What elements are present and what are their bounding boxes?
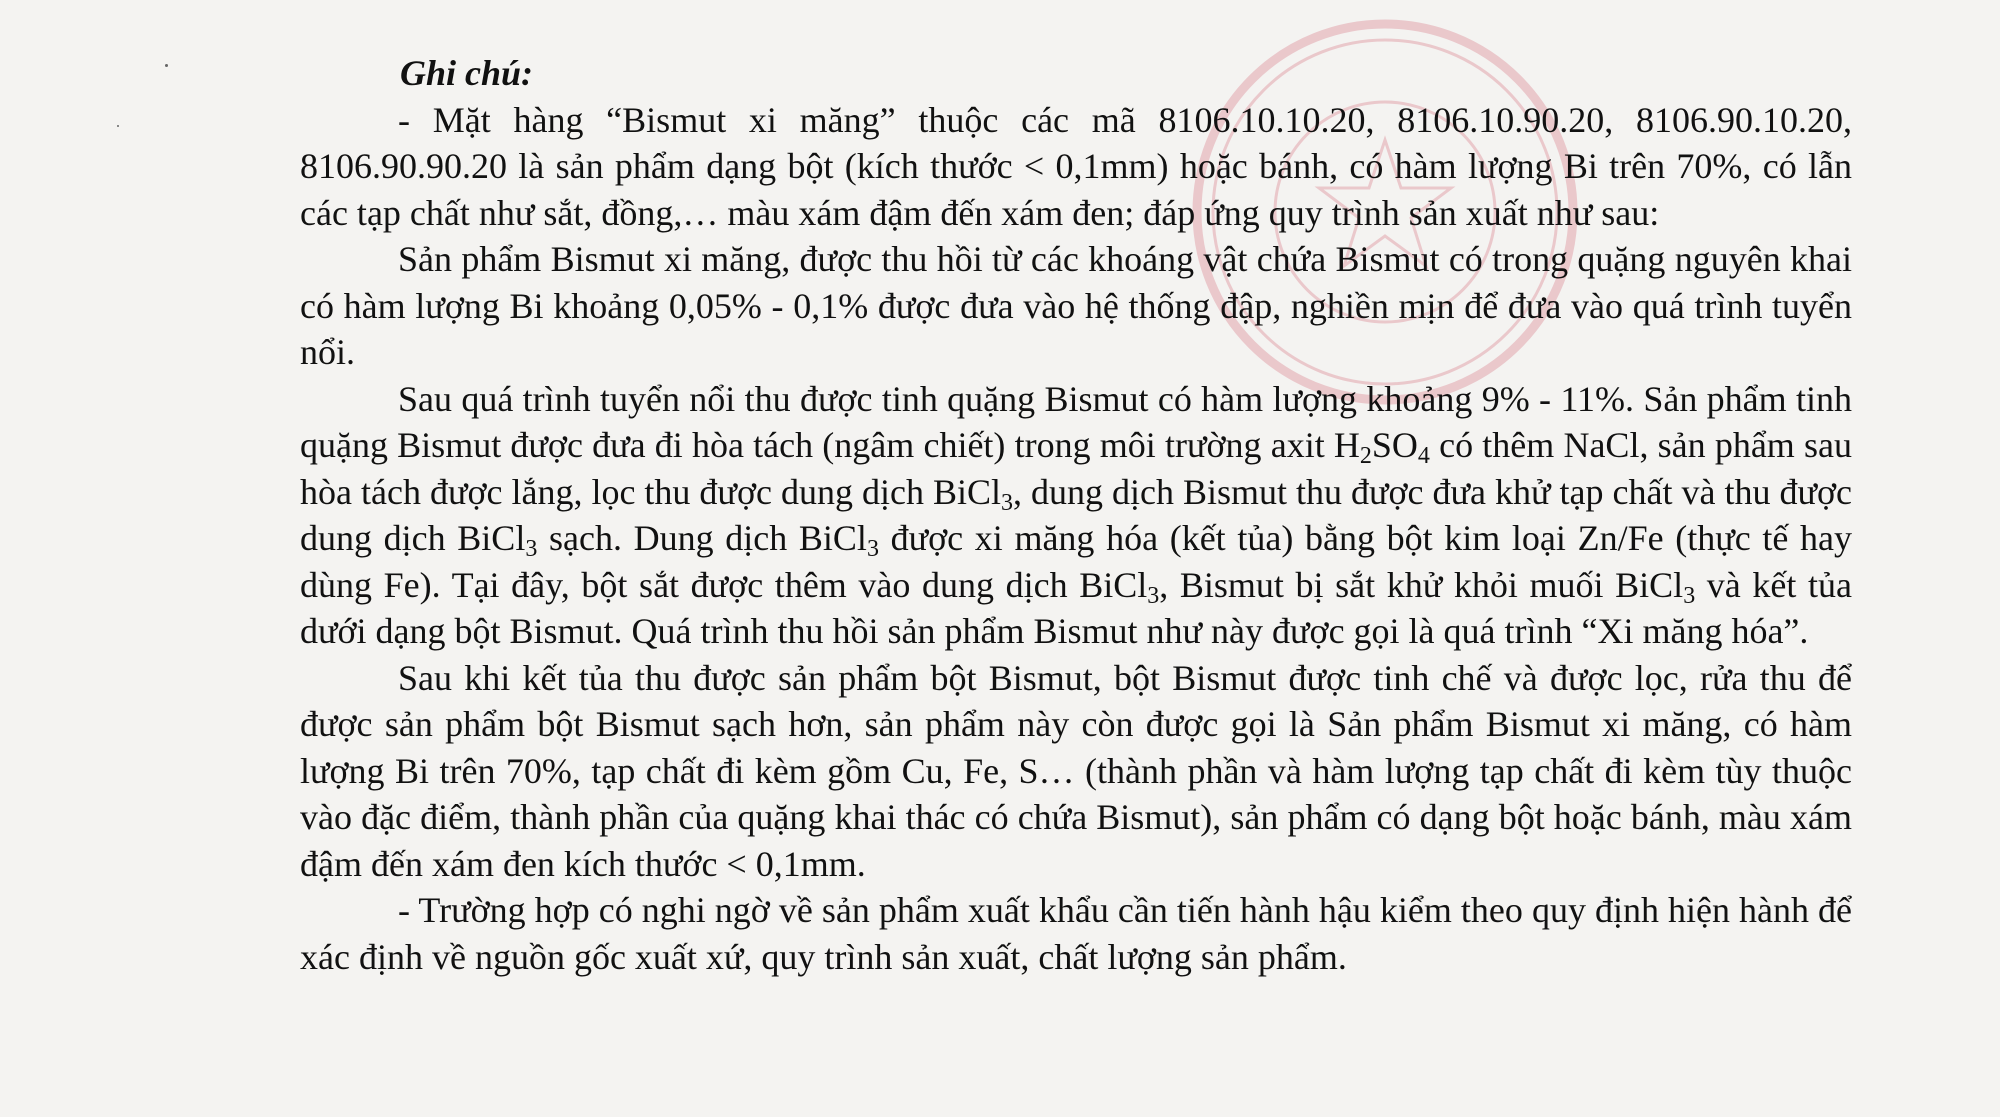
scan-speck [165,64,168,67]
paragraph-leaching-cementation: Sau quá trình tuyển nổi thu được tinh quặng Bismut có hàm lượng khoảng 9% - 11%. Sản phẩm tinh quặng Bismut được đưa đi hòa tách (ngâm chiết) trong môi trường axit $H_2SO_4$ có thêm NaCl, sản phẩm sau hòa tách được lắng, lọc thu được dung dịch BiCl$_3$, dung dịch Bismut thu được đưa khử tạp chất và thu được dung dịch BiCl$_3$ sạch. Dung dịch BiCl$_3$ được xi măng hóa (kết tủa) bằng bột kim loại Zn/Fe (thực tế hay dùng Fe). Tại đây, bột sắt được thêm vào dung dịch BiCl$_3$, Bismut bị sắt khử khỏi muối BiCl$_3$ và kết tủa dưới dạng bột Bismut. Quá trình thu hồi sản phẩm Bismut như này được gọi là quá trình “Xi măng hóa”. [300,378,1852,651]
paragraph-post-inspection: - Trường hợp có nghi ngờ về sản phẩm xuất khẩu cần tiến hành hậu kiểm theo quy định hiện hành để xác định về nguồn gốc xuất xứ, quy trình sản xuất, chất lượng sản phẩm. [300,890,1852,977]
notes-heading: Ghi chú: [400,53,534,93]
paragraph-product-definition: - Mặt hàng “Bismut xi măng” thuộc các mã 8106.10.10.20, 8106.10.90.20, 8106.90.10.20, 8106.90.90.20 là sản phẩm dạng bột (kích thước < 0,1mm) hoặc bánh, có hàm lượng Bi trên 70%, có lẫn các tạp chất như sắt, đồng,… màu xám đậm đến xám đen; đáp ứng quy trình sản xuất như sau: [300,99,1852,233]
document-body [300,50,1852,980]
paragraph-ore-processing: Sản phẩm Bismut xi măng, được thu hồi từ các khoáng vật chứa Bismut có trong quặng nguyên khai có hàm lượng Bi khoảng 0,05% - 0,1% được đưa vào hệ thống đập, nghiền mịn để đưa vào quá trình tuyển nổi. [300,239,1852,372]
scan-speck [117,125,119,127]
paragraph-refining: Sau khi kết tủa thu được sản phẩm bột Bismut, bột Bismut được tinh chế và được lọc, rửa thu để được sản phẩm bột Bismut sạch hơn, sản phẩm này còn được gọi là Sản phẩm Bismut xi măng, có hàm lượng Bi trên 70%, tạp chất đi kèm gồm Cu, Fe, S… (thành phần và hàm lượng tạp chất đi kèm tùy thuộc vào đặc điểm, thành phần của quặng khai thác có chứa Bismut), sản phẩm có dạng bột hoặc bánh, màu xám đậm đến xám đen kích thước < 0,1mm. [300,657,1852,884]
